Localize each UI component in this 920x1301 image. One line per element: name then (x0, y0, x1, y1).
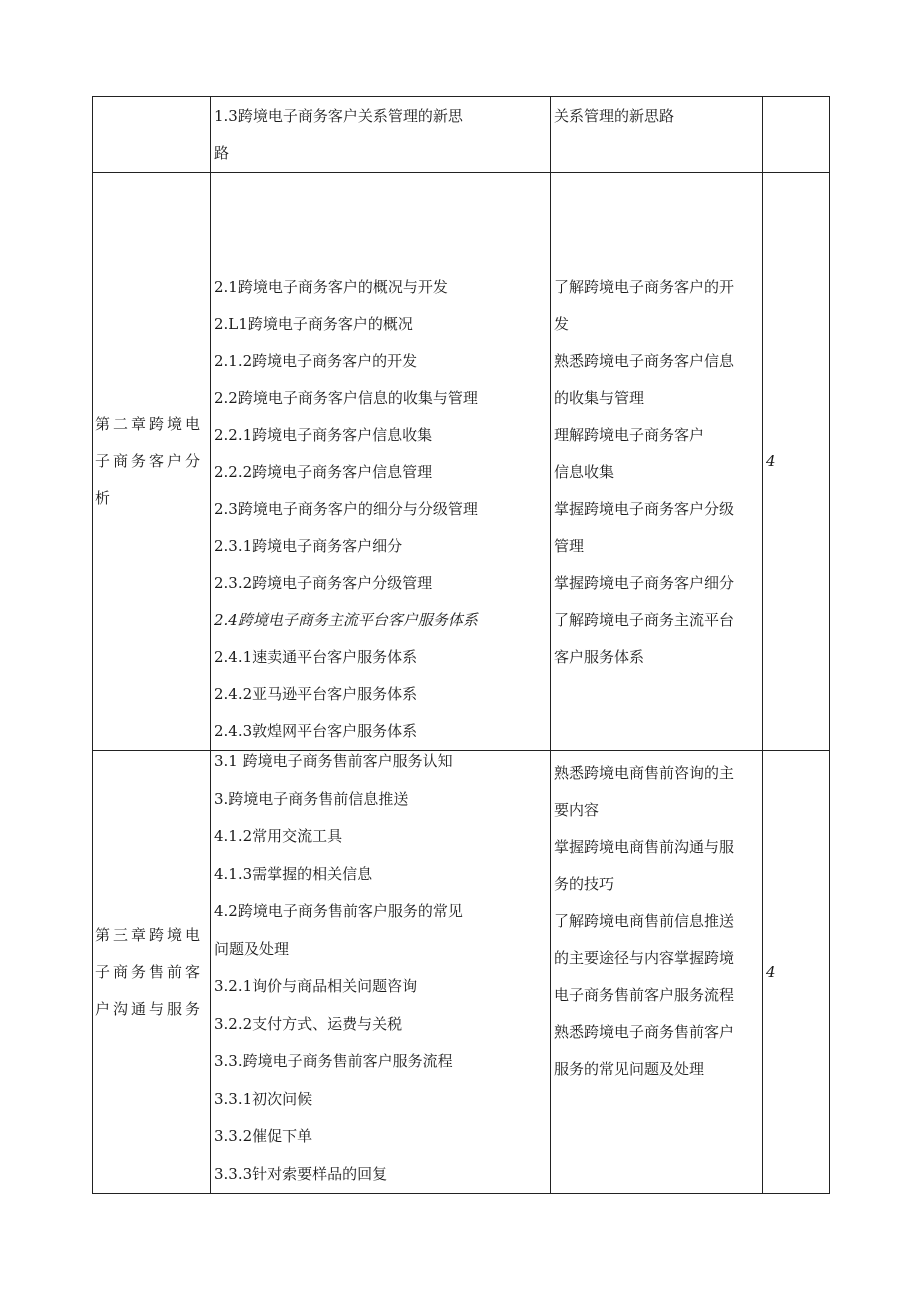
content-line: 3.2.1询价与商品相关问题咨询 (214, 977, 418, 995)
content-line: 3.3.1初次问候 (214, 1089, 313, 1108)
content-line: 4.1.2常用交流工具 (214, 827, 343, 845)
goal-line: 关系管理的新思路 (554, 107, 675, 125)
goal-line: 熟悉跨境电商售前咨询的主 (554, 764, 735, 782)
content-line: 2.3.1跨境电子商务客户细分 (214, 537, 403, 555)
syllabus-table (92, 96, 830, 1194)
content-line: 2.2.1跨境电子商务客户信息收集 (214, 426, 433, 444)
goal-line: 发 (554, 315, 570, 333)
goal-line: 掌握跨境电子商务客户分级 (554, 500, 735, 518)
content-line: 2.L1跨境电子商务客户的概况 (214, 315, 413, 333)
chapter-cell (93, 97, 211, 173)
content-line: 路 (214, 144, 230, 162)
goal-line: 了解跨境电子商务客户的开 (554, 278, 735, 296)
goal-line: 信息收集 (554, 463, 615, 481)
content-line: 3.2.2支付方式、运费与关税 (214, 1014, 403, 1033)
chapter-cell: 第三章跨境电子商务售前客户沟通与服务 (93, 751, 211, 1194)
content-line: 2.1跨境电子商务客户的概况与开发 (214, 278, 448, 296)
goal-line: 客户服务体系 (554, 648, 645, 666)
goals-cell (551, 97, 763, 173)
goal-line: 熟悉跨境电子商务售前客户 (554, 1023, 735, 1041)
content-line: 4.2跨境电子商务售前客户服务的常见 (214, 902, 463, 920)
goal-line: 的主要途径与内容掌握跨境 (554, 949, 735, 967)
table-row (93, 173, 830, 751)
content-cell (211, 751, 551, 1194)
hours-cell: 4 (763, 173, 830, 751)
content-line: 2.4.1速卖通平台客户服务体系 (214, 648, 418, 666)
hours-cell: 4 (763, 751, 830, 1194)
goal-line: 管理 (554, 537, 585, 555)
goals-cell (551, 173, 763, 751)
content-line: 2.3跨境电子商务客户的细分与分级管理 (214, 500, 478, 518)
content-line: 1.3跨境电子商务客户关系管理的新思 (214, 107, 463, 125)
content-line: 2.4.3敦煌网平台客户服务体系 (214, 722, 418, 740)
goal-line: 电子商务售前客户服务流程 (554, 986, 735, 1004)
table-row (93, 97, 830, 173)
goals-cell (551, 751, 763, 1194)
content-line: 3.跨境电子商务售前信息推送 (214, 789, 409, 808)
goal-line: 服务的常见问题及处理 (554, 1060, 705, 1078)
chapter-cell: 第二章跨境电子商务客户分析 (93, 173, 211, 751)
content-line: 2.2.2跨境电子商务客户信息管理 (214, 463, 433, 481)
content-line: 2.4.2亚马逊平台客户服务体系 (214, 685, 418, 703)
goal-line: 了解跨境电商售前信息推送 (554, 912, 735, 930)
content-cell (211, 173, 551, 751)
goal-line: 了解跨境电子商务主流平台 (554, 611, 735, 629)
goal-line: 熟悉跨境电子商务客户信息 (554, 352, 735, 370)
content-line: 问题及处理 (214, 939, 290, 958)
content-line: 2.4跨境电子商务主流平台客户服务体系 (214, 611, 478, 629)
goal-line: 的收集与管理 (554, 389, 645, 407)
content-line: 2.3.2跨境电子商务客户分级管理 (214, 574, 433, 592)
content-cell (211, 97, 551, 173)
table-row (93, 751, 830, 1194)
content-line: 3.3.跨境电子商务售前客户服务流程 (214, 1052, 453, 1070)
hours-cell (763, 97, 830, 173)
goal-line: 务的技巧 (554, 875, 615, 893)
goal-line: 掌握跨境电子商务客户细分 (554, 574, 735, 592)
content-line: 3.3.2催促下单 (214, 1127, 313, 1145)
goal-line: 理解跨境电子商务客户 (554, 426, 705, 444)
content-line: 4.1.3需掌握的相关信息 (214, 864, 373, 883)
content-line: 2.2跨境电子商务客户信息的收集与管理 (214, 389, 478, 407)
goal-line: 掌握跨境电商售前沟通与服 (554, 838, 735, 856)
content-line: 2.1.2跨境电子商务客户的开发 (214, 352, 418, 370)
content-line: 3.3.3针对索要样品的回复 (214, 1164, 388, 1183)
goal-line: 要内容 (554, 801, 600, 819)
content-line: 3.1 跨境电子商务售前客户服务认知 (214, 752, 453, 770)
